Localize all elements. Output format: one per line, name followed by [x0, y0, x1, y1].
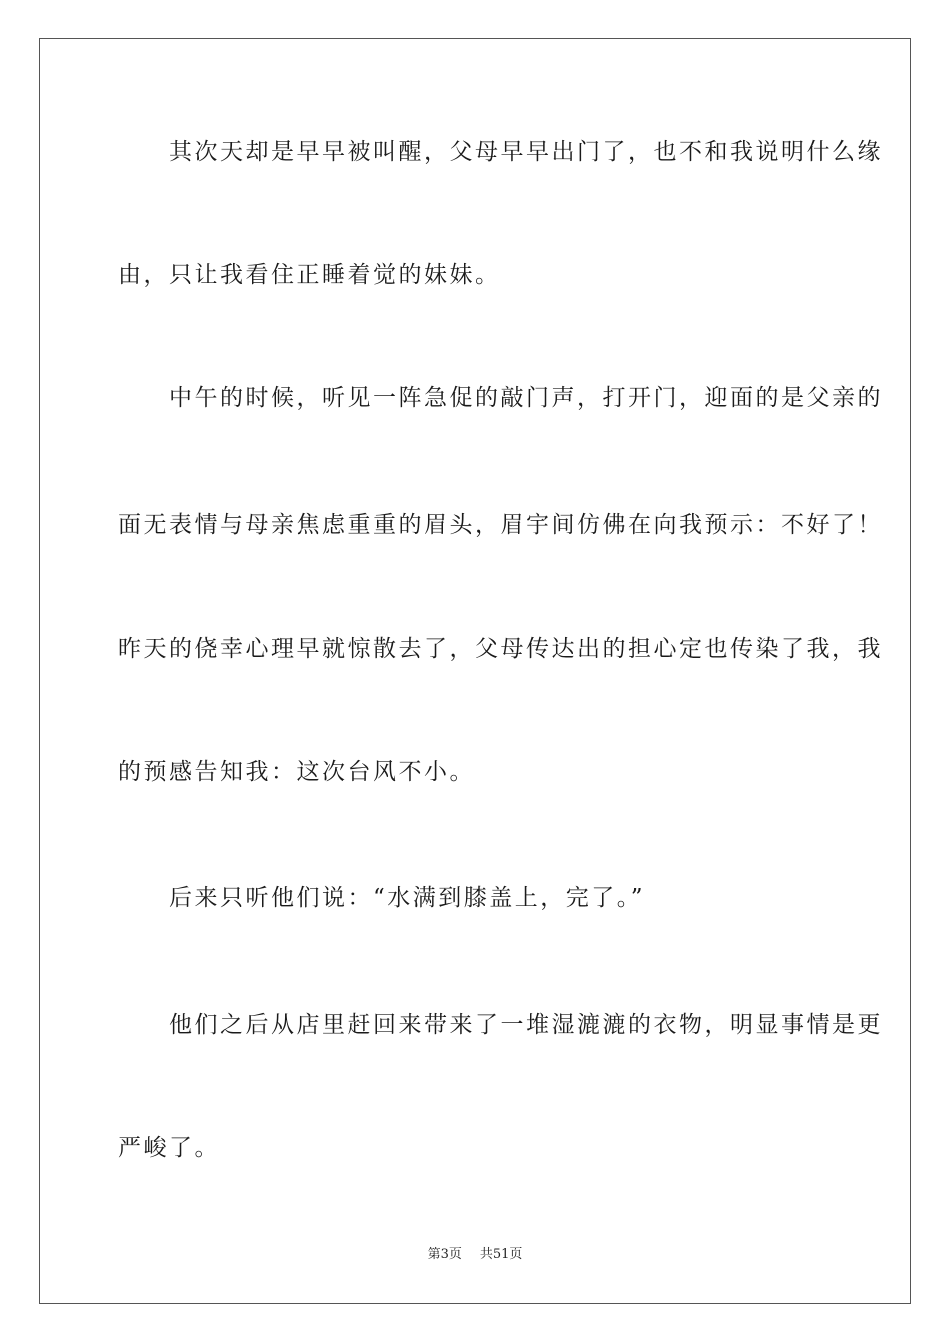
text-line-3: 中午的时候，听见一阵急促的敲门声，打开门，迎面的是父亲的 [118, 385, 883, 411]
total-pages: 共51页 [479, 1247, 523, 1262]
text-line-1: 其次天却是早早被叫醒，父母早早出门了，也不和我说明什么缘 [118, 139, 883, 165]
text-line-6: 的预感告知我：这次台风不小。 [118, 759, 475, 785]
text-line-9: 严峻了。 [118, 1135, 220, 1161]
text-line-5: 昨天的侥幸心理早就惊散去了，父母传达出的担心定也传染了我，我 [118, 636, 883, 662]
text-line-7: 后来只听他们说：“水满到膝盖上，完了。” [118, 885, 646, 911]
page-frame [39, 38, 911, 1304]
page-footer [0, 1246, 950, 1264]
text-line-8: 他们之后从店里赶回来带来了一堆湿漉漉的衣物，明显事情是更 [118, 1012, 883, 1038]
text-line-4: 面无表情与母亲焦虑重重的眉头，眉宇间仿佛在向我预示：不好了！ [118, 512, 883, 538]
page-number: 第3页 [427, 1247, 462, 1262]
text-line-2: 由，只让我看住正睡着觉的妹妹。 [118, 262, 501, 288]
